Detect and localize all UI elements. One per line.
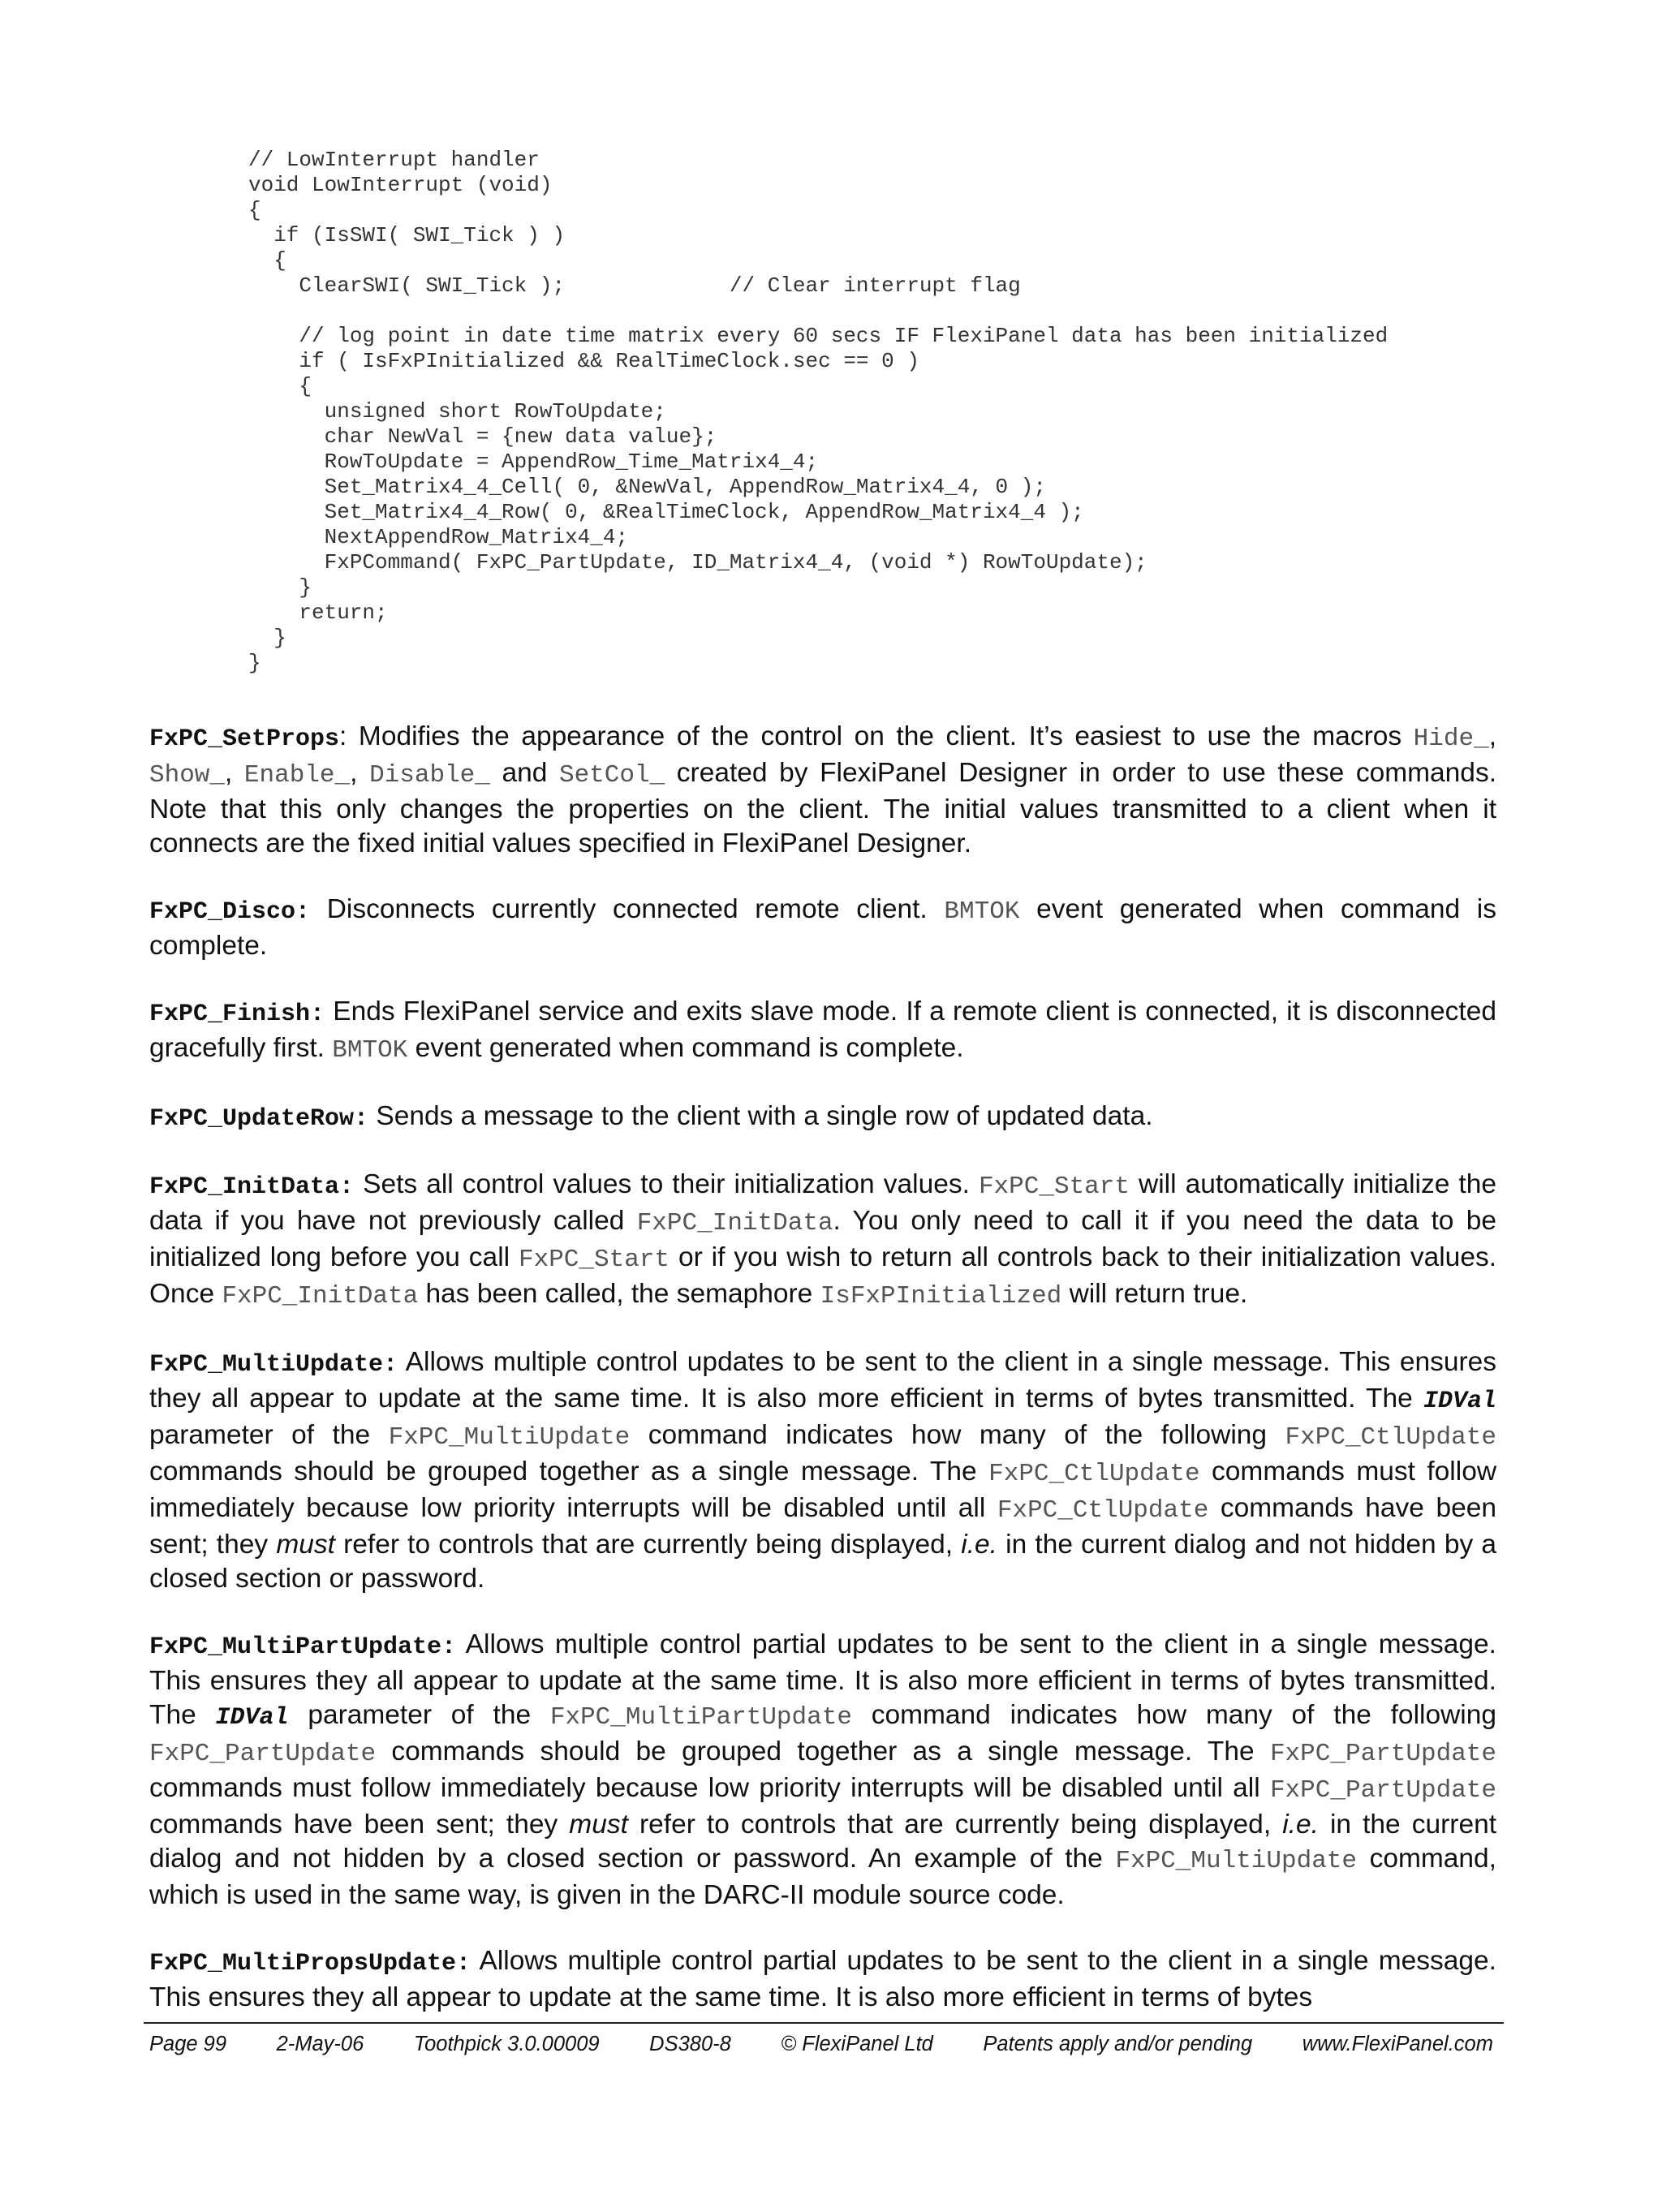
body-text: , — [1488, 721, 1496, 751]
definition-paragraph — [149, 720, 1496, 861]
body-text: Allows multiple control partial updates to be sent to the client in a single message. This ensures they all appear to update at the same time. It is also more efficient in terms of bytes — [149, 1946, 1496, 2012]
body-text: commands must follow immediately because low priority interrupts will be disabled until all — [149, 1773, 1270, 1803]
body-text: event generated when command is complete. — [149, 894, 1497, 961]
body-text: Sets all control values to their initialization values. — [354, 1169, 979, 1199]
body-text: refer to controls that are currently being displayed, — [627, 1810, 1283, 1840]
inline-code: BMTOK — [332, 1036, 408, 1065]
definition-paragraph — [149, 995, 1496, 1068]
body-text: commands have been sent; they — [149, 1810, 570, 1840]
page-footer — [149, 2030, 1493, 2059]
body-text: Sends a message to the client with a single row of updated data. — [368, 1101, 1153, 1131]
inline-code: SetCol_ — [558, 761, 665, 790]
footer-patents: Patents apply and/or pending — [983, 2033, 1253, 2055]
code-line: ClearSWI( SWI_Tick ); // Clear interrupt flag — [248, 273, 1021, 298]
inline-code: FxPC_MultiPartUpdate — [549, 1703, 852, 1732]
command-term: FxPC_Finish: — [149, 1001, 325, 1028]
code-line: Set_Matrix4_4_Cell( 0, &NewVal, AppendRow_Matrix4_4, 0 ); — [248, 475, 1046, 499]
body-text: will automatically initialize the data if you have not previously called — [149, 1169, 1496, 1236]
body-text: created by FlexiPanel Designer in order to use these commands. Note that this only changes the properties on the client. The initial values transmitted to a client when it connects are the fixed initial values specified in FlexiPanel Designer. — [149, 758, 1496, 859]
body-text: has been called, the semaphore — [418, 1279, 820, 1309]
inline-code: Enable_ — [243, 761, 351, 790]
inline-code: Show_ — [149, 761, 226, 790]
body-text: Ends FlexiPanel service and exits slave mode. If a remote client is connected, it is disconnected gracefully first. — [149, 996, 1496, 1063]
body-text: and — [489, 758, 559, 788]
body-text: will return true. — [1061, 1279, 1248, 1309]
emphasis-text: must — [569, 1810, 628, 1840]
inline-code: BMTOK — [944, 897, 1020, 926]
document-body — [149, 720, 1496, 2046]
definition-paragraph — [149, 1628, 1496, 1913]
code-line: return; — [248, 600, 388, 625]
inline-code: FxPC_MultiUpdate — [388, 1423, 631, 1452]
code-line: Set_Matrix4_4_Row( 0, &RealTimeClock, AppendRow_Matrix4_4 ); — [248, 500, 1084, 524]
body-text: commands must follow immediately because low priority interrupts will be disabled until all — [149, 1457, 1497, 1523]
code-line: // LowInterrupt handler — [248, 148, 540, 172]
body-text: refer to controls that are currently being displayed, — [334, 1530, 962, 1560]
footer-copyright: © FlexiPanel Ltd — [781, 2033, 933, 2055]
code-line: { — [248, 198, 261, 222]
command-term: FxPC_InitData: — [149, 1173, 355, 1201]
inline-code: FxPC_PartUpdate — [1269, 1740, 1496, 1768]
inline-code: FxPC_Start — [519, 1246, 670, 1274]
emphasis-text: i.e. — [1282, 1810, 1319, 1840]
command-term: FxPC_SetProps — [149, 725, 340, 753]
body-text: Allows multiple control partial updates to be sent to the client in a single message. This ensures they all appear to update at the same time. It is also more efficient in terms of bytes transmitted. The — [149, 1629, 1496, 1730]
definition-paragraph — [149, 1345, 1496, 1596]
code-line: FxPCommand( FxPC_PartUpdate, ID_Matrix4_4, (void *) RowToUpdate); — [248, 550, 1147, 575]
code-line: unsigned short RowToUpdate; — [248, 399, 666, 424]
body-text: , — [350, 758, 370, 788]
footer-doc-id: DS380-8 — [649, 2033, 731, 2055]
body-text: in the current dialog and not hidden by a closed section or password. An example of the — [149, 1810, 1497, 1874]
code-line: void LowInterrupt (void) — [248, 173, 553, 197]
code-line: char NewVal = {new data value}; — [248, 424, 717, 449]
inline-code: FxPC_PartUpdate — [149, 1740, 377, 1768]
command-term: FxPC_MultiPropsUpdate: — [149, 1950, 471, 1977]
emphasis-text: must — [276, 1530, 335, 1560]
body-text: Disconnects currently connected remote client. — [310, 894, 945, 924]
body-text: commands have been sent; they — [149, 1493, 1496, 1560]
command-term: FxPC_MultiPartUpdate: — [149, 1633, 457, 1661]
body-text: command indicates how many of the following — [630, 1420, 1285, 1450]
body-text: in the current dialog and not hidden by a closed section or password. — [149, 1530, 1497, 1594]
footer-product: Toothpick 3.0.00009 — [413, 2033, 600, 2055]
body-text: : Modifies the appearance of the control on the client. It’s easiest to use the macros — [339, 721, 1414, 751]
inline-code: FxPC_CtlUpdate — [1285, 1423, 1496, 1452]
parameter-name: IDVal — [1423, 1388, 1496, 1415]
code-line: } — [248, 575, 312, 600]
code-line — [248, 299, 1547, 324]
body-text: or if you wish to return all controls back to their initialization values. Once — [149, 1242, 1497, 1309]
inline-code: FxPC_InitData — [636, 1209, 833, 1237]
body-text: command indicates how many of the following — [851, 1700, 1496, 1730]
code-line: } — [248, 626, 286, 650]
inline-code: IsFxPInitialized — [820, 1282, 1062, 1310]
inline-code: Disable_ — [369, 761, 490, 790]
code-line: if (IsSWI( SWI_Tick ) ) — [248, 223, 566, 247]
footer-page-number: Page 99 — [149, 2033, 227, 2055]
command-term: FxPC_UpdateRow: — [149, 1105, 369, 1133]
emphasis-text: i.e. — [961, 1530, 997, 1560]
inline-code: FxPC_CtlUpdate — [997, 1496, 1209, 1525]
definition-paragraph — [149, 1168, 1496, 1314]
definition-paragraph — [149, 893, 1496, 963]
parameter-name: IDVal — [215, 1704, 289, 1732]
code-line: NextAppendRow_Matrix4_4; — [248, 525, 629, 549]
command-term: FxPC_MultiUpdate: — [149, 1351, 398, 1379]
body-text: commands should be grouped together as a single message. The — [376, 1736, 1270, 1767]
code-listing — [248, 148, 1547, 676]
command-term: FxPC_Disco: — [149, 898, 311, 926]
body-text: , — [225, 758, 244, 788]
code-line: // log point in date time matrix every 60 secs IF FlexiPanel data has been initialized — [248, 324, 1389, 348]
body-text: parameter of the — [149, 1420, 389, 1450]
inline-code: FxPC_InitData — [222, 1282, 419, 1310]
code-line: { — [248, 374, 312, 398]
footer-divider — [144, 2022, 1504, 2024]
footer-date: 2-May-06 — [276, 2033, 364, 2055]
body-text: command, which is used in the same way, is given in the DARC-II module source code. — [149, 1844, 1496, 1910]
code-line: RowToUpdate = AppendRow_Time_Matrix4_4; — [248, 450, 819, 474]
body-text: event generated when command is complete. — [407, 1033, 964, 1063]
body-text: . You only need to call it if you need the data to be initialized long before you call — [149, 1206, 1497, 1272]
inline-code: FxPC_Start — [978, 1173, 1130, 1201]
footer-website: www.FlexiPanel.com — [1302, 2033, 1493, 2055]
body-text: Allows multiple control updates to be sent to the client in a single message. This ensures they all appear to update at the same time. It is also more efficient in terms of bytes transmitted. The — [149, 1347, 1496, 1414]
inline-code: FxPC_PartUpdate — [1269, 1776, 1496, 1805]
code-line: { — [248, 248, 286, 273]
body-text: parameter of the — [288, 1700, 550, 1730]
code-line: } — [248, 651, 261, 675]
definition-paragraph — [149, 1944, 1496, 2015]
body-text: commands should be grouped together as a single message. The — [149, 1457, 989, 1487]
definition-paragraph — [149, 1100, 1496, 1136]
inline-code: FxPC_MultiUpdate — [1115, 1847, 1358, 1875]
inline-code: FxPC_CtlUpdate — [988, 1460, 1200, 1488]
inline-code: Hide_ — [1413, 725, 1489, 753]
code-line: if ( IsFxPInitialized && RealTimeClock.sec == 0 ) — [248, 349, 919, 373]
